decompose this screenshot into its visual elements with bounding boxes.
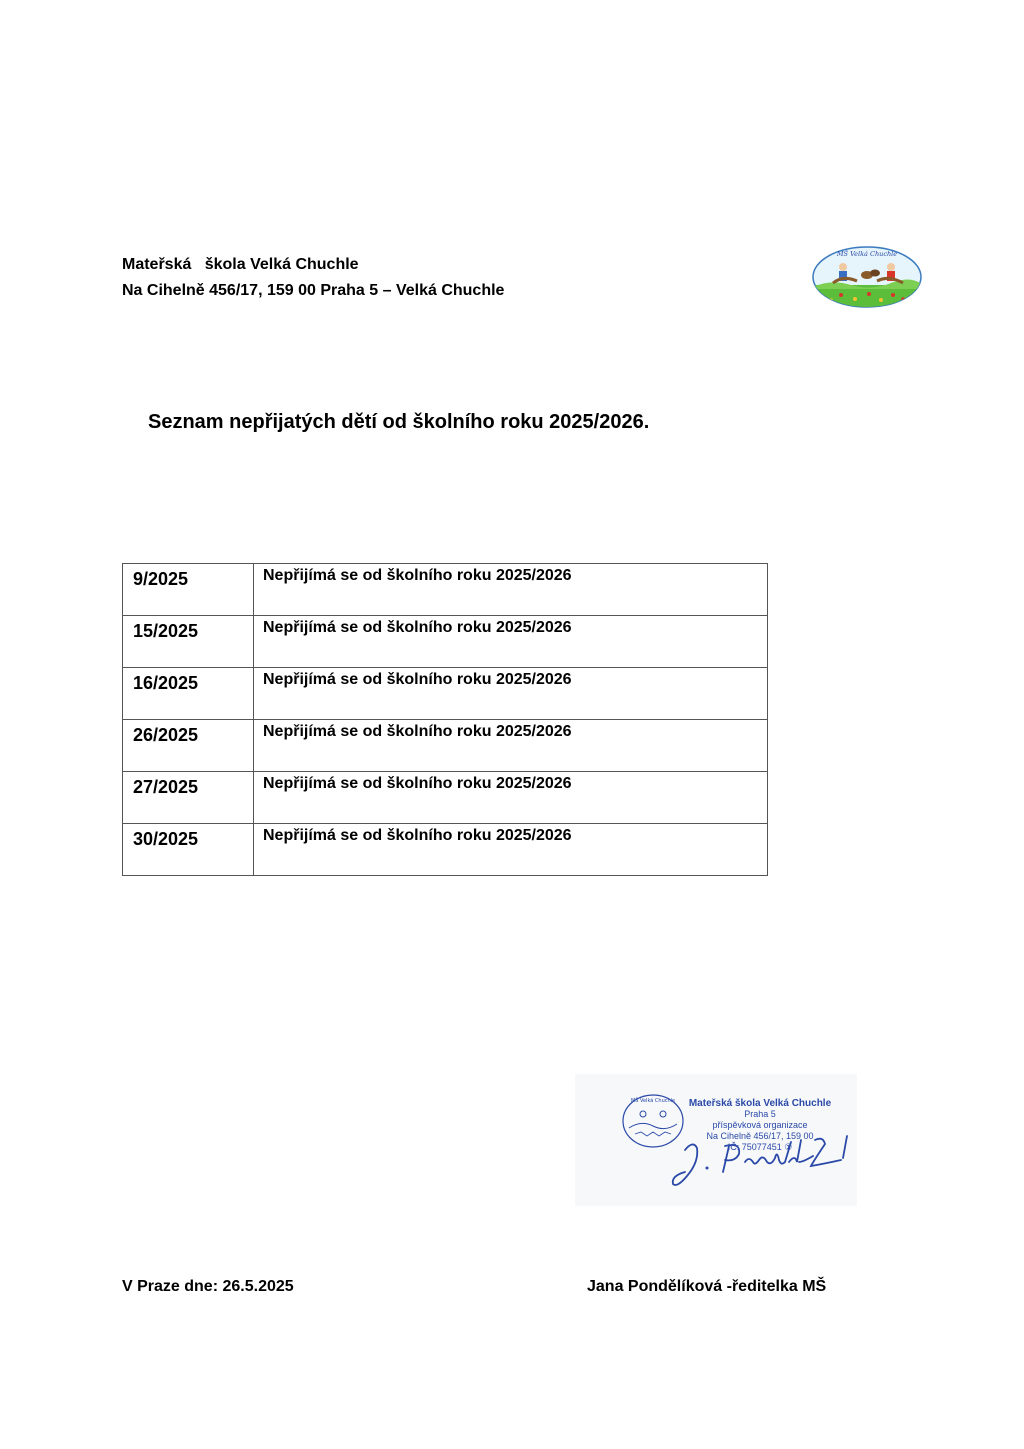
application-status: Nepřijímá se od školního roku 2025/2026 <box>254 564 768 616</box>
place-and-date: V Praze dne: 26.5.2025 <box>122 1278 294 1295</box>
application-number: 9/2025 <box>123 564 254 616</box>
stamp-ico: IČ: 75077451 ① <box>727 1142 793 1152</box>
stamp-city: Praha 5 <box>744 1109 776 1119</box>
school-header <box>122 252 504 304</box>
application-status: Nepřijímá se od školního roku 2025/2026 <box>254 772 768 824</box>
application-status: Nepřijímá se od školního roku 2025/2026 <box>254 824 768 876</box>
school-address: Na Cihelně 456/17, 159 00 Praha 5 – Velká Chuchle <box>122 282 505 299</box>
table-row <box>123 720 768 772</box>
table-row <box>123 772 768 824</box>
rejected-children-table <box>122 563 768 876</box>
table-row <box>123 616 768 668</box>
school-logo <box>811 245 923 309</box>
page-title: Seznam nepřijatých dětí od školního roku 2025/2026. <box>148 411 650 433</box>
logo-text: MŠ Velká Chuchle <box>836 250 898 258</box>
application-status: Nepřijímá se od školního roku 2025/2026 <box>254 616 768 668</box>
stamp-org-type: příspěvková organizace <box>712 1120 808 1130</box>
table-row <box>123 824 768 876</box>
school-name: Mateřská škola Velká Chuchle <box>122 256 359 273</box>
school-stamp <box>575 1074 857 1206</box>
stamp-school-name: Mateřská škola Velká Chuchle <box>688 1098 832 1109</box>
stamp-address: Na Cihelně 456/17, 159 00 <box>706 1131 814 1141</box>
table-row <box>123 564 768 616</box>
application-number: 15/2025 <box>123 616 254 668</box>
stamp-logo-text: MŠ Velká Chuchle <box>630 1098 676 1104</box>
table-row <box>123 668 768 720</box>
application-number: 27/2025 <box>123 772 254 824</box>
application-number: 30/2025 <box>123 824 254 876</box>
application-number: 16/2025 <box>123 668 254 720</box>
application-status: Nepřijímá se od školního roku 2025/2026 <box>254 668 768 720</box>
application-status: Nepřijímá se od školního roku 2025/2026 <box>254 720 768 772</box>
table-body <box>123 564 768 876</box>
handwritten-signature <box>663 1132 853 1202</box>
signatory-name: Jana Pondělíková -ředitelka MŠ <box>587 1278 827 1295</box>
application-number: 26/2025 <box>123 720 254 772</box>
